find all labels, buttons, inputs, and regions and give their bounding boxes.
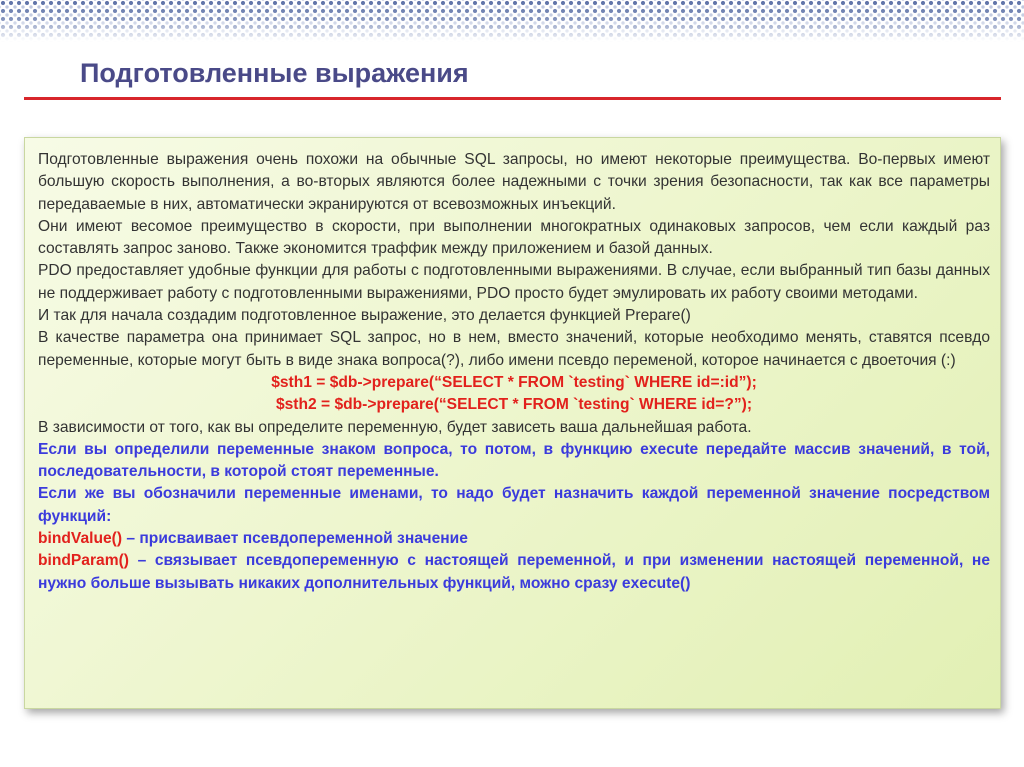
- paragraph-prepare: И так для начала создадим подготовленное выражение, это делается функцией Prepare(): [38, 307, 691, 325]
- code-line-question: $sth2 = $db->prepare(“SELECT * FROM `testing` WHERE id=?”);: [275, 396, 753, 414]
- bindparam-item: [38, 550, 990, 595]
- bindvalue-function-name: bindValue(): [38, 530, 123, 548]
- paragraph-intro: Подготовленные выражения очень похожи на обычные SQL запросы, но имеют некоторые преимущества. Во-первых имеют большую скорость выполнения, а во-вторых являются более надежными с точки зрения безопасности, так как все параметры передаваемые в них, автоматически экранируются от всевозможных инъекций.: [38, 151, 990, 213]
- bindvalue-description: – присваивает псевдопеременной значение: [122, 530, 468, 548]
- paragraph-pdo: PDO предоставляет удобные функции для работы с подготовленными выражениями. В случае, если выбранный тип базы данных не поддерживает работу с подготовленными выражениями, PDO просто будет эмулировать их работу своими методами.: [38, 262, 990, 302]
- content-box: [24, 137, 1001, 709]
- paragraph-speed: Они имеют весомое преимущество в скорости, при выполнении многократных одинаковых запросов, чем если каждый раз составлять запрос заново. Также экономится траффик между приложением и базой данных.: [38, 217, 990, 258]
- paragraph-named-variables: Если же вы обозначили переменные именами, то надо будет назначить каждой переменной значение посредством функций:: [38, 485, 990, 525]
- bindparam-description: – связывает псевдопеременную с настоящей переменной, и при изменении настоящей переменной, не нужно больше вызывать никаких дополнительных функций, можно сразу execute(): [38, 552, 990, 592]
- slide-title: Подготовленные выражения: [80, 58, 469, 88]
- paragraph-dependence: В зависимости от того, как вы определите переменную, будет зависеть ваша дальнейшая работа.: [38, 418, 752, 436]
- paragraph-question-marks: Если вы определили переменные знаком вопроса, то потом, в функцию execute передайте массив значений, в той, последовательности, в которой стоят переменные.: [38, 440, 990, 481]
- title-underline: [24, 97, 1001, 100]
- decorative-dot-pattern: [0, 0, 1024, 42]
- bindparam-function-name: bindParam(): [38, 552, 129, 570]
- bindvalue-item: [38, 528, 990, 550]
- code-line-named: $sth1 = $db->prepare(“SELECT * FROM `testing` WHERE id=:id”);: [271, 373, 757, 391]
- paragraph-parameters: В качестве параметра она принимает SQL запрос, но в нем, вместо значений, которые необходимо менять, ставятся псевдо переменные, которые могут быть в виде знака вопроса(?), либо имени псевдо переменой, которое начинается с двоеточия (:): [38, 329, 990, 369]
